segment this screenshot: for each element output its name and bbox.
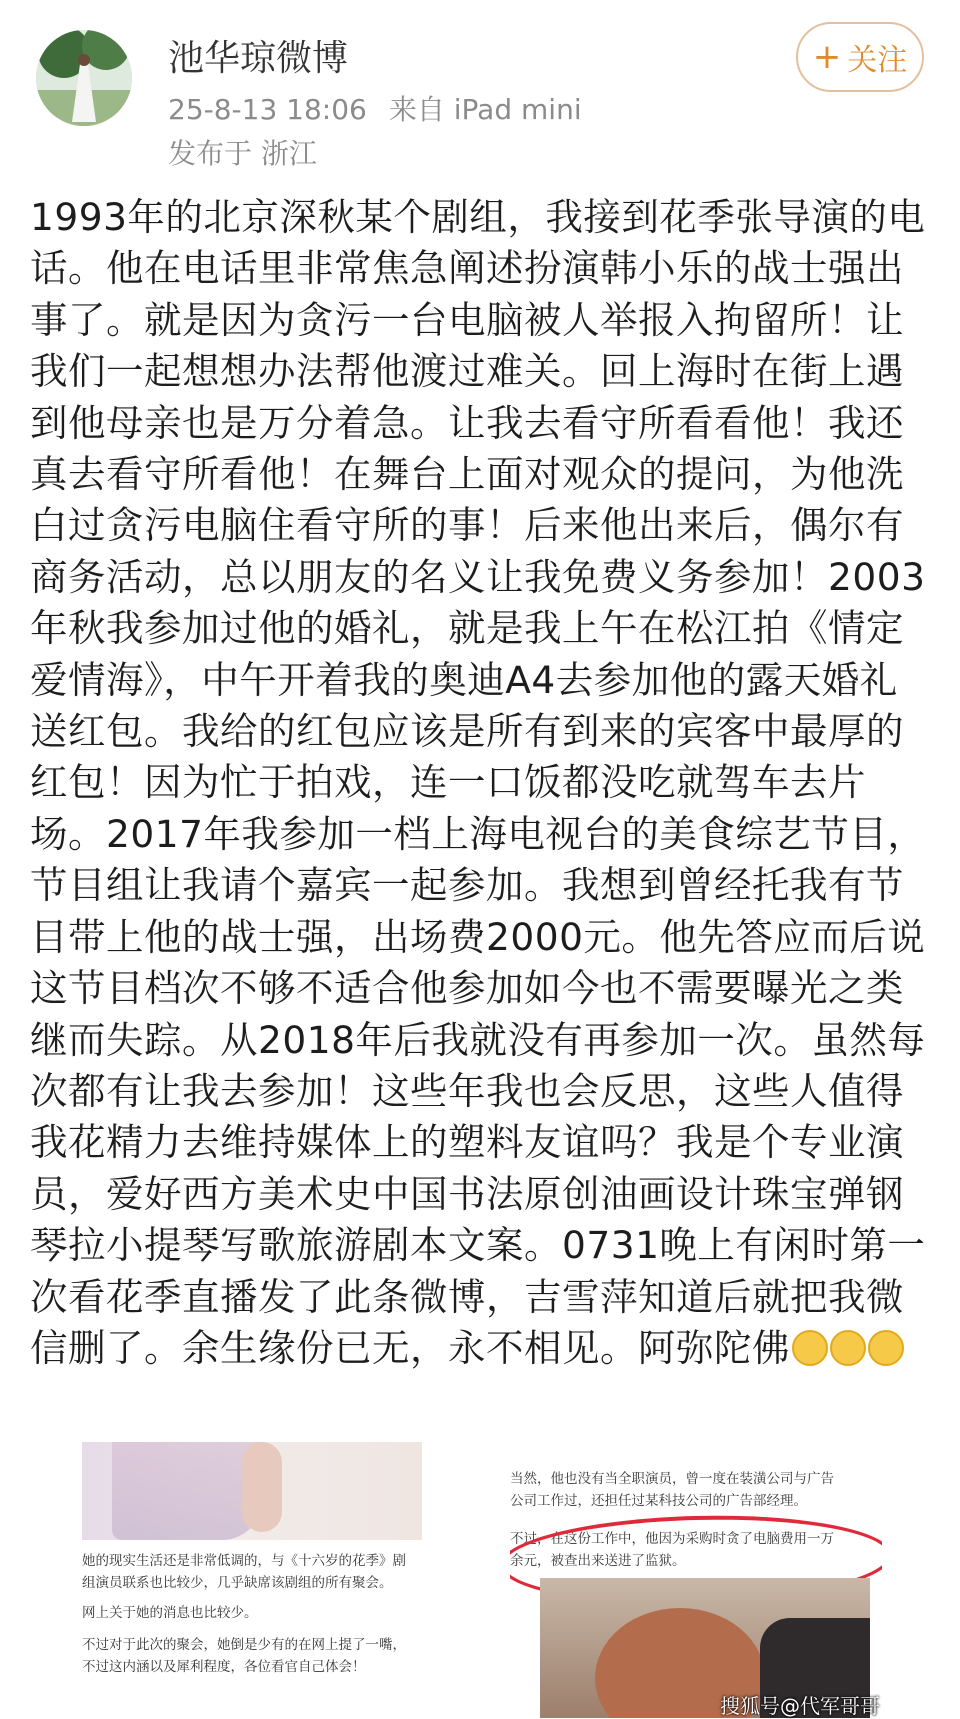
post-header — [0, 0, 960, 180]
screenshot-text-line: 组演员联系也比较少，几乎缺席该剧组的所有聚会。 — [82, 1575, 393, 1591]
follow-button[interactable] — [796, 22, 924, 92]
screenshot-text-line: 不过，在这份工作中，他因为采购时贪了电脑费用一万 — [510, 1531, 834, 1547]
screenshot-text-line: 她的现实生活还是非常低调的，与《十六岁的花季》剧 — [82, 1553, 406, 1569]
photo-figure — [112, 1442, 262, 1540]
watermark: 搜狐号@代军哥哥 — [720, 1694, 880, 1718]
photo — [82, 1442, 422, 1540]
smile-emoji-icon — [792, 1330, 828, 1366]
image-screenshot-right[interactable] — [510, 1442, 882, 1718]
post-timestamp: 25-8-13 18:06 — [168, 93, 367, 126]
plus-icon: + — [812, 37, 842, 77]
post-body — [30, 192, 934, 1374]
screenshot-text-line: 公司工作过，还担任过某科技公司的广告部经理。 — [510, 1493, 807, 1509]
screenshot-text-line: 不过这内涵以及犀利程度，各位看官自己体会！ — [82, 1659, 366, 1675]
avatar[interactable] — [36, 30, 132, 126]
smile-emoji-icon — [868, 1330, 904, 1366]
screenshot-text-line: 网上关于她的消息也比较少。 — [82, 1605, 258, 1621]
follow-label: 关注 — [847, 43, 908, 78]
post-meta — [168, 88, 604, 128]
post-location: 发布于 浙江 — [168, 137, 317, 170]
post-text: 1993年的北京深秋某个剧组，我接到花季张导演的电话。他在电话里非常焦急阐述扮演韩小乐的战士强出事了。就是因为贪污一台电脑被人举报入拘留所！让我们一起想想办法帮他渡过难关。回上海时在街上遇到他母亲也是万分着急。让我去看守所看看他！我还真去看守所看他！在舞台上面对观众的提问，为他洗白过贪污电脑住看守所的事！后来他出来后，偶尔有商务活动，总以朋友的名义让我免费义务参加！2003年秋我参加过他的婚礼，就是我上午在松江拍《情定爱情海》，中午开着我的奥迪A4去参加他的露天婚礼送红包。我给的红包应该是所有到来的宾客中最厚的红包！因为忙于拍戏，连一口饭都没吃就驾车去片场。2017年我参加一档上海电视台的美食综艺节目，节目组让我请个嘉宾一起参加。我想到曾经托我有节目带上他的战士强，出场费2000元。他先答应而后说这节目档次不够不适合他参加如今也不需要曝光之类继而失踪。从2018年后我就没有再参加一次。虽然每次都有让我去参加！这些年我也会反思，这些人值得我花精力去维持媒体上的塑料友谊吗？我是个专业演员，爱好西方美术史中国书法原创油画设计珠宝弹钢琴拉小提琴写歌旅游剧本文案。0731晚上有闲时第一次看花季直播发了此条微博，吉雪萍知道后就把我微信删了。余生缘份已无，永不相见。阿弥陀佛 — [30, 195, 926, 1370]
screenshot-text-line: 当然，他也没有当全职演员，曾一度在装潢公司与广告 — [510, 1471, 834, 1487]
screenshot-text-line: 余元，被查出来送进了监狱。 — [510, 1553, 686, 1569]
photo-arm — [242, 1442, 282, 1532]
smile-emoji-icon — [830, 1330, 866, 1366]
image-screenshot-left[interactable] — [82, 1442, 422, 1718]
avatar-photo — [36, 30, 132, 126]
screenshot-text-line: 不过对于此次的聚会，她倒是少有的在网上提了一嘴， — [82, 1637, 406, 1653]
post-source: 来自 iPad mini — [388, 93, 582, 126]
username[interactable]: 池华琼微博 — [168, 38, 349, 79]
attached-images — [0, 1442, 960, 1718]
